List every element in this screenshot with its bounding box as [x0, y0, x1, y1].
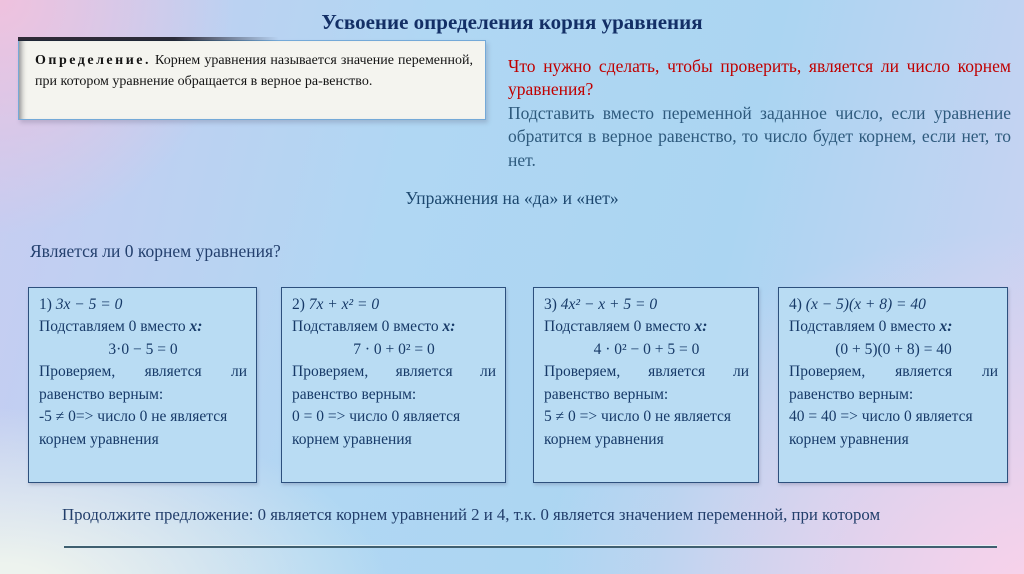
substitute-label: Подставляем 0 вместо	[292, 318, 439, 336]
substitution-equation: 7 · 0 + 0² = 0	[353, 340, 435, 358]
equation: 4x² − x + 5 = 0	[560, 296, 658, 313]
substitute-label: Подставляем 0 вместо	[544, 318, 691, 336]
prompt-block	[508, 55, 1011, 172]
check-label: Проверяем, является ли равенство верным:	[292, 363, 496, 403]
item-number: 4)	[789, 296, 802, 313]
prompt-question: Что нужно сделать, чтобы проверить, является ли число корнем уравнения?	[508, 56, 1011, 100]
substitute-var: x:	[442, 318, 456, 336]
substitution-equation: (0 + 5)(0 + 8) = 40	[835, 340, 952, 358]
equation-line	[544, 294, 749, 316]
equation: 3x − 5 = 0	[55, 296, 123, 313]
check-label: Проверяем, является ли равенство верным:	[789, 363, 998, 403]
prompt-answer: Подставить вместо переменной заданное число, если уравнение обратится в верное равенство, то число будет корнем, если нет, то нет.	[508, 102, 1011, 170]
exercise-card-4	[778, 287, 1008, 483]
substitution-equation: 4 · 0² − 0 + 5 = 0	[593, 340, 700, 358]
conclusion: 0 = 0 => число 0 является корнем уравнения	[292, 408, 461, 448]
definition-text	[19, 41, 485, 100]
substitute-label: Подставляем 0 вместо	[39, 318, 186, 336]
equation: 7x + x² = 0	[308, 296, 380, 313]
conclusion: 40 = 40 => число 0 является корнем уравнения	[789, 408, 973, 448]
definition-box	[18, 40, 486, 120]
substitute-line	[292, 316, 496, 338]
substitute-line	[789, 316, 998, 338]
substitute-label: Подставляем 0 вместо	[789, 318, 936, 336]
item-number: 3)	[544, 296, 557, 313]
substitution-equation: 3·0 − 5 = 0	[108, 340, 178, 358]
exercise-question: Является ли 0 корнем уравнения?	[30, 241, 281, 261]
conclusion: 5 ≠ 0 => число 0 не является корнем уравнения	[544, 408, 731, 448]
page-title: Усвоение определения корня уравнения	[321, 10, 703, 34]
equation-line	[789, 294, 998, 316]
check-label: Проверяем, является ли равенство верным:	[544, 363, 749, 403]
continue-sentence: Продолжите предложение: 0 является корнем уравнений 2 и 4, т.к. 0 является значением переменной, при котором	[62, 505, 881, 524]
exercises-heading: Упражнения на «да» и «нет»	[405, 188, 619, 208]
check-label: Проверяем, является ли равенство верным:	[39, 363, 247, 403]
substitute-line	[39, 316, 247, 338]
item-number: 1)	[39, 296, 52, 313]
definition-body: Корнем уравнения называется значение переменной, при котором уравнение обращается в верное ра-венство.	[35, 53, 473, 89]
substitute-var: x:	[939, 318, 953, 336]
item-number: 2)	[292, 296, 305, 313]
exercise-card-1	[28, 287, 257, 483]
substitute-var: x:	[694, 318, 708, 336]
exercise-card-2	[281, 287, 506, 483]
fill-in-blank-line	[64, 546, 997, 548]
definition-label: Определение.	[35, 53, 151, 68]
exercise-card-3	[533, 287, 759, 483]
conclusion: -5 ≠ 0=> число 0 не является корнем уравнения	[39, 408, 228, 448]
equation: (x − 5)(x + 8) = 40	[805, 296, 926, 313]
equation-line	[39, 294, 247, 316]
substitute-var: x:	[189, 318, 203, 336]
equation-line	[292, 294, 496, 316]
substitute-line	[544, 316, 749, 338]
